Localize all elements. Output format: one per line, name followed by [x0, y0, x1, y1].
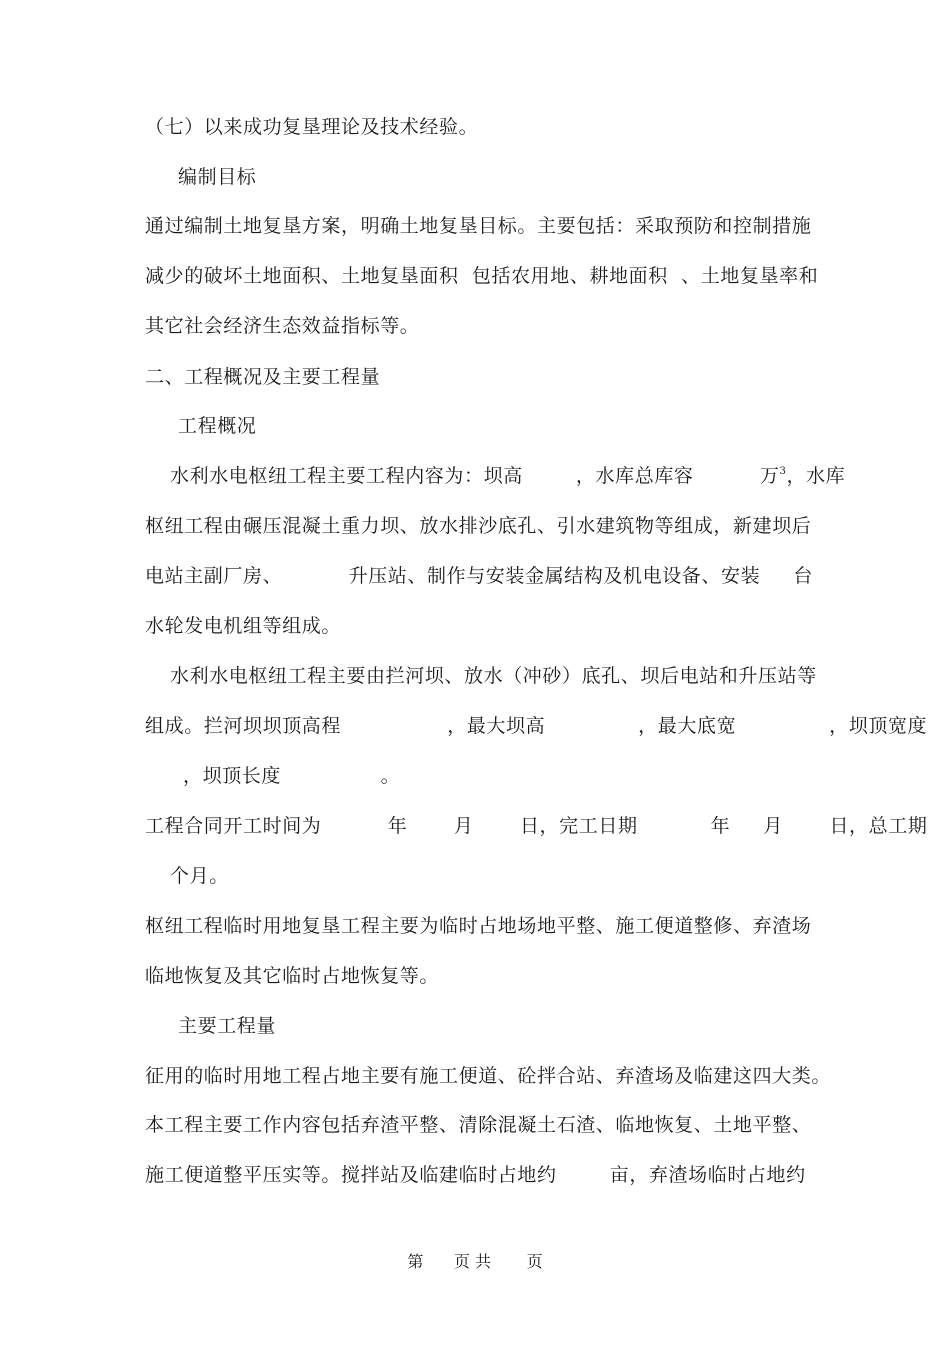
section-heading-quantities: 主要工程量: [178, 1015, 277, 1037]
paragraph-line: 施工便道整平压实等。搅拌站及临建临时占地约 亩，弃渣场临时占地约: [145, 1164, 806, 1186]
paragraph-line: 临地恢复及其它临时占地恢复等。: [145, 965, 440, 987]
paragraph-text: ，水库: [786, 465, 846, 487]
paragraph-line: 通过编制土地复垦方案，明确土地复垦目标。主要包括：采取预防和控制措施: [145, 215, 812, 237]
paragraph-text: 水利水电枢纽工程主要工程内容为：坝高 ，水库总库容 万: [170, 465, 780, 487]
paragraph-line: 本工程主要工作内容包括弃渣平整、清除混凝土石渣、临地恢复、土地平整、: [145, 1114, 812, 1136]
paragraph-line: 减少的破坏土地面积、土地复垦面积 包括农用地、耕地面积 、土地复垦率和: [145, 265, 819, 287]
paragraph-line: 枢纽工程临时用地复垦工程主要为临时占地场地平整、施工便道整修、弃渣场: [145, 915, 812, 937]
paragraph-line: 组成。拦河坝坝顶高程 ，最大坝高 ，最大底宽 ，坝顶宽度: [145, 715, 928, 737]
page-footer: 第 页 共 页: [407, 1252, 543, 1271]
paragraph-line: ，坝顶长度 。: [183, 765, 401, 787]
section-heading-objectives: 编制目标: [178, 166, 257, 188]
superscript-unit: 3: [779, 466, 787, 477]
paragraph-line: 征用的临时用地工程占地主要有施工便道、砼拌合站、弃渣场及临建这四大类。: [145, 1065, 832, 1087]
paragraph-line: 工程合同开工时间为 年 月 日，完工日期 年 月 日，总工期: [145, 815, 928, 837]
list-item-seven: （七）以来成功复垦理论及技术经验。: [145, 116, 479, 138]
paragraph-line: 其它社会经济生态效益指标等。: [145, 315, 420, 337]
chapter-heading: 二、工程概况及主要工程量: [145, 366, 381, 388]
paragraph-line: 个月。: [170, 865, 229, 887]
paragraph-line: 水利水电枢纽工程主要由拦河坝、放水（冲砂）底孔、坝后电站和升压站等: [170, 665, 817, 687]
paragraph-line: [170, 464, 845, 492]
paragraph-line: 枢纽工程由碾压混凝土重力坝、放水排沙底孔、引水建筑物等组成，新建坝后: [145, 515, 812, 537]
paragraph-line: 电站主副厂房、 升压站、制作与安装金属结构及机电设备、安装 台: [145, 565, 813, 587]
section-heading-overview: 工程概况: [178, 415, 257, 437]
paragraph-line: 水轮发电机组等组成。: [145, 615, 342, 637]
